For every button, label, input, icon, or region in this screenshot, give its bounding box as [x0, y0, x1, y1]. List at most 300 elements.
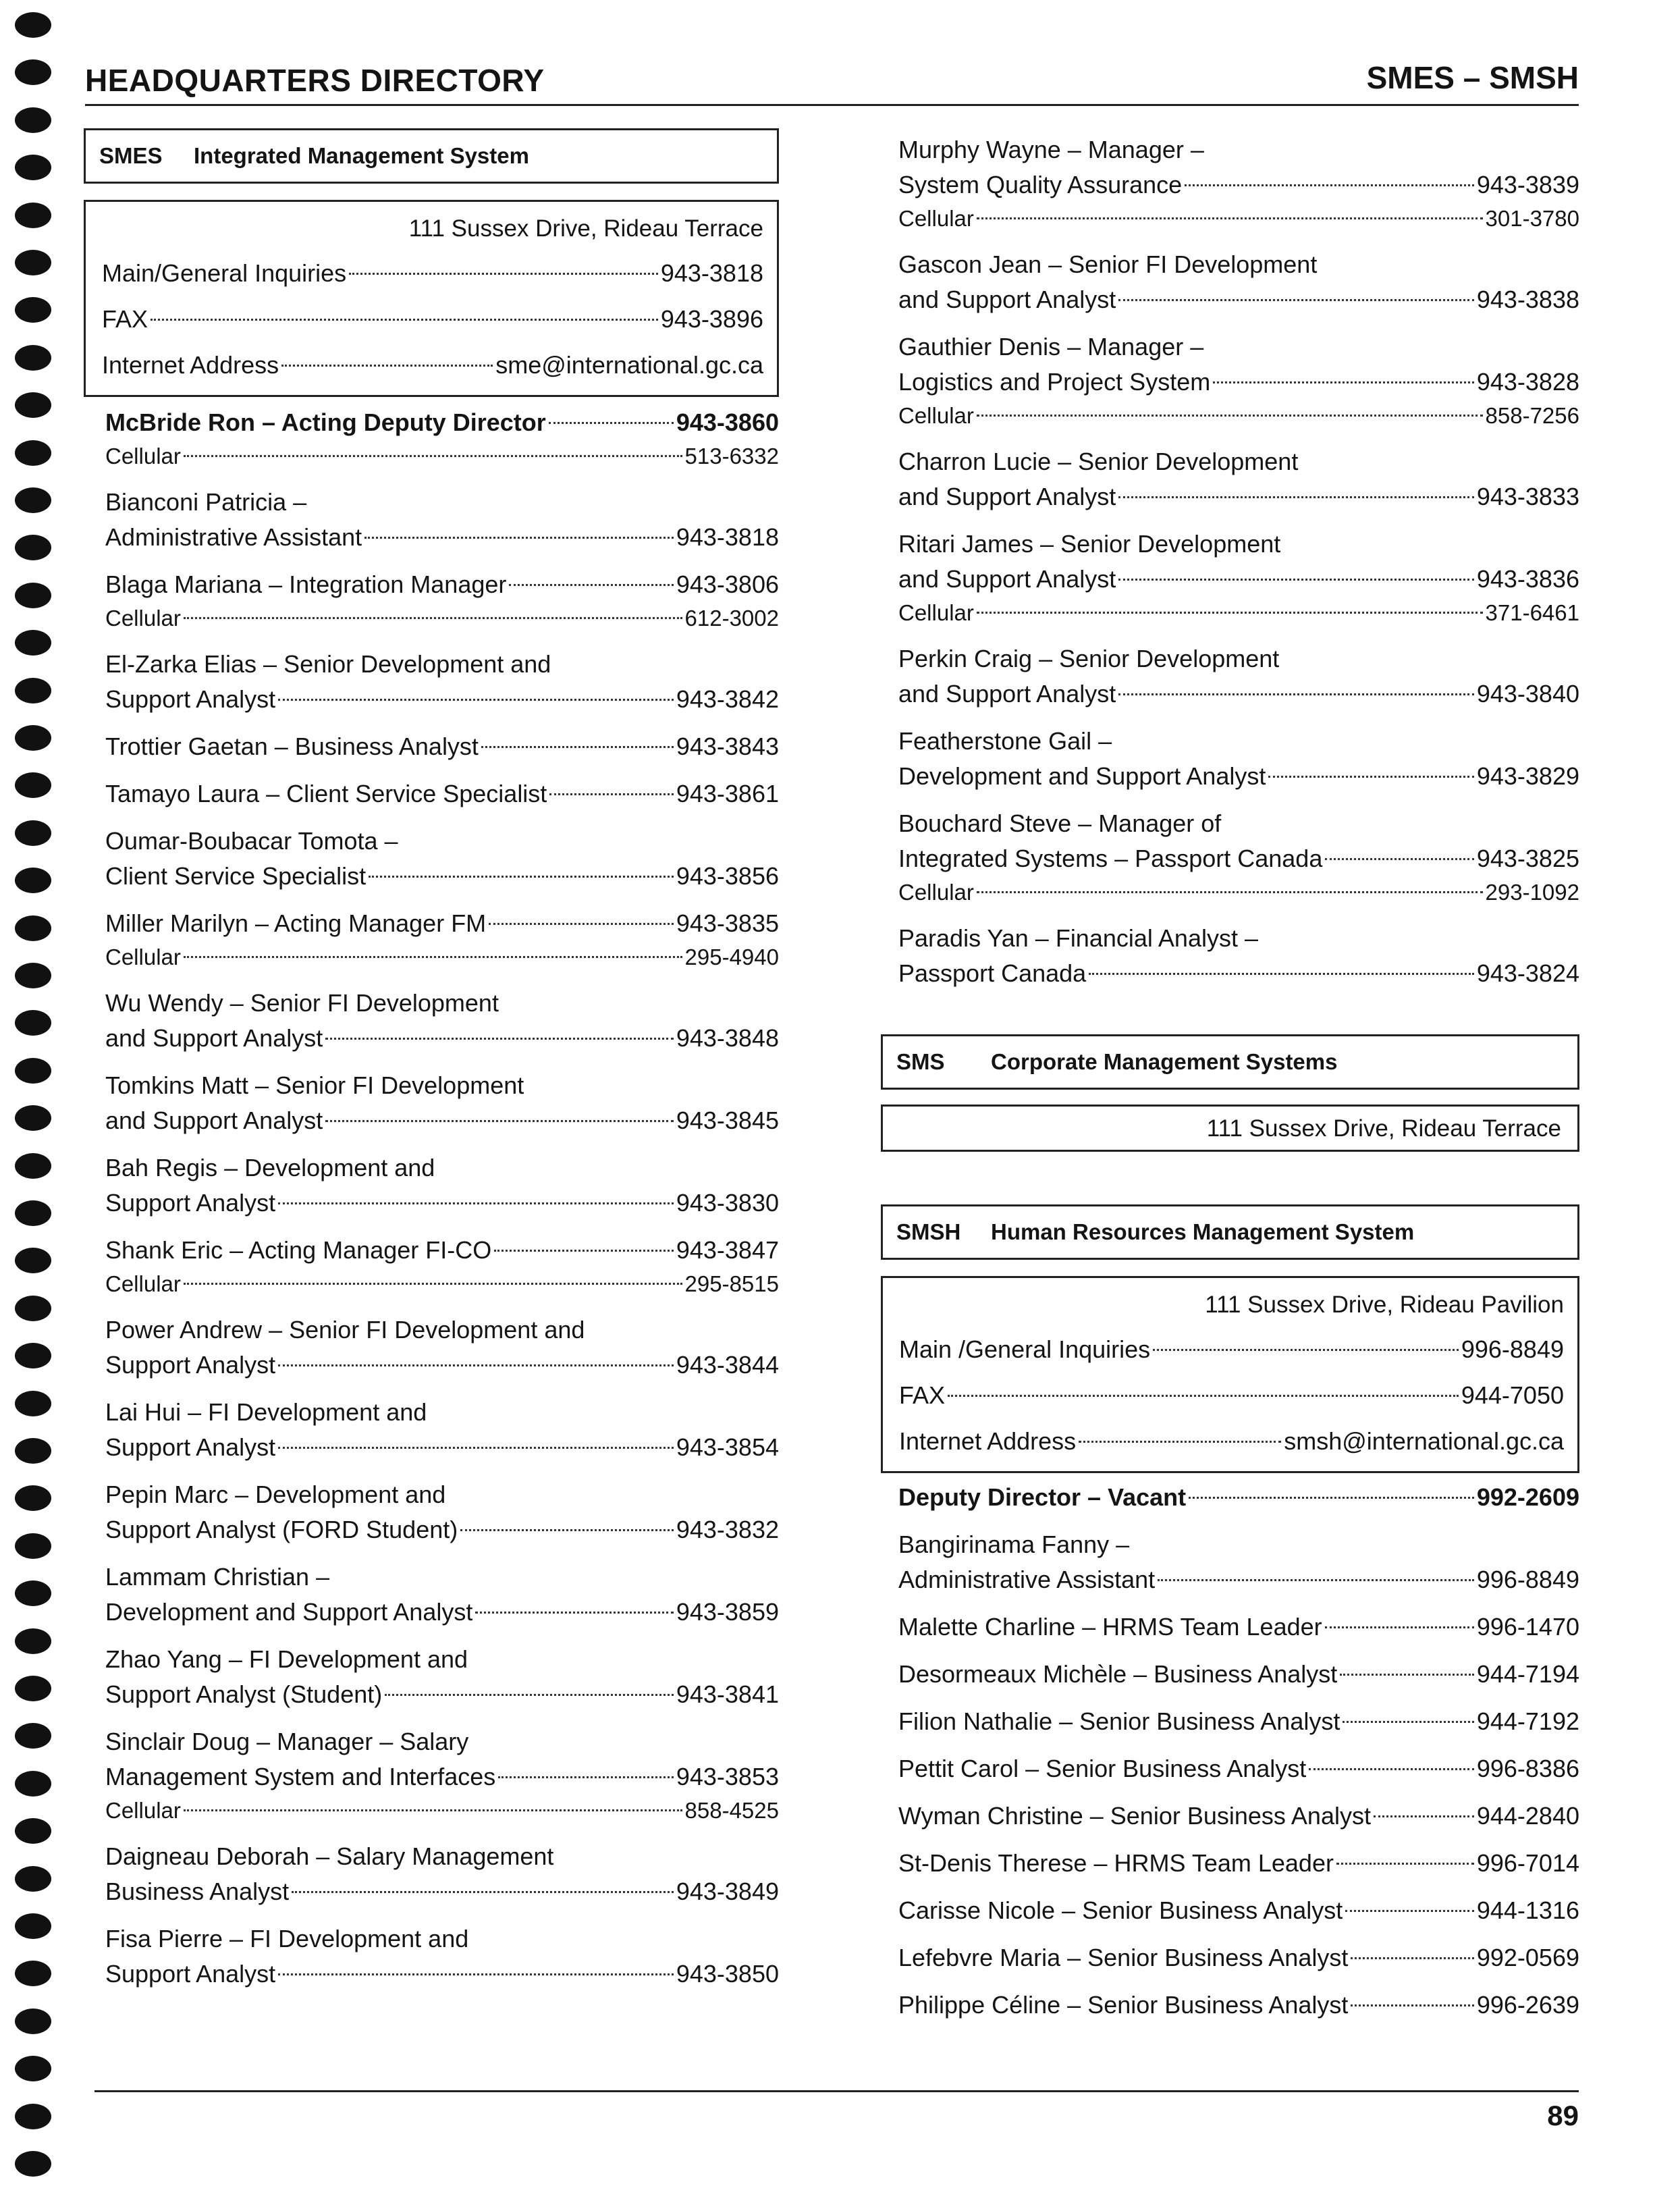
binder-hole-icon: [15, 1058, 51, 1084]
binder-hole-icon: [15, 440, 51, 466]
entry-phone: 943-3818: [676, 523, 779, 551]
directory-entry: [898, 1988, 1579, 2023]
section-code: SMSH: [896, 1219, 961, 1244]
entry-label: Miller Marilyn – Acting Manager FM: [105, 909, 487, 937]
page-header: [85, 53, 1579, 106]
entry-label: Pettit Carol – Senior Business Analyst: [898, 1755, 1307, 1782]
directory-entry: [898, 1799, 1579, 1834]
entry-row: [898, 562, 1579, 597]
info-row: [102, 342, 763, 388]
entry-phone: 858-7256: [1485, 403, 1579, 428]
directory-entry: [898, 444, 1579, 514]
entry-row: [898, 1940, 1579, 1975]
entry-label: Cellular: [898, 600, 974, 625]
info-row: [899, 1327, 1564, 1373]
entry-name-line: Bouchard Steve – Manager of: [898, 809, 1222, 837]
binder-hole-icon: [15, 203, 51, 228]
section-range: SMES – SMSH: [1366, 60, 1579, 95]
cellular-row: [105, 440, 779, 473]
dot-leader: [349, 273, 658, 275]
entry-phone: 943-3853: [676, 1763, 779, 1790]
dot-leader: [1118, 693, 1474, 695]
entry-row: [105, 1348, 779, 1383]
entry-label: Support Analyst (Student): [105, 1680, 383, 1708]
entry-row: [898, 841, 1579, 876]
binder-hole-icon: [15, 630, 51, 656]
entry-label: Management System and Interfaces: [105, 1763, 496, 1790]
entry-phone: 943-3835: [676, 909, 779, 937]
dot-leader: [364, 537, 674, 539]
entry-label: Cellular: [898, 206, 974, 231]
entry-label: Filion Nathalie – Senior Business Analyst: [898, 1707, 1340, 1735]
entry-row: [105, 729, 779, 764]
smsh-section-header: [881, 1204, 1579, 1260]
entry-phone: 943-3824: [1476, 959, 1579, 987]
directory-entry: [898, 1610, 1579, 1645]
dot-leader: [184, 617, 682, 619]
entry-phone: 943-3829: [1476, 762, 1579, 790]
binder-hole-icon: [15, 963, 51, 988]
smes-address: 111 Sussex Drive, Rideau Terrace: [408, 215, 763, 242]
entry-row: [898, 1480, 1579, 1515]
binder-hole-icon: [15, 1200, 51, 1226]
directory-entry: [105, 1395, 779, 1465]
directory-entry: [105, 824, 779, 894]
entry-phone: 996-7014: [1476, 1849, 1579, 1877]
entry-phone: 943-3856: [676, 862, 779, 890]
dot-leader: [278, 699, 674, 701]
entry-name-line: Bah Regis – Development and: [105, 1154, 435, 1181]
entry-label: Carisse Nicole – Senior Business Analyst: [898, 1896, 1343, 1924]
entry-row: [898, 282, 1579, 317]
binder-hole-icon: [15, 1485, 51, 1511]
entry-label: Support Analyst: [105, 1960, 276, 1988]
entry-row: [105, 1595, 779, 1630]
dot-leader: [498, 1776, 674, 1778]
entry-phone: 943-3839: [1476, 171, 1579, 198]
dot-leader: [1343, 1721, 1474, 1723]
section-title: Integrated Management System: [194, 143, 529, 168]
entry-row: [898, 1610, 1579, 1645]
entry-phone: 943-3818: [660, 259, 763, 287]
entry-label: Trottier Gaetan – Business Analyst: [105, 733, 479, 760]
directory-entry: [105, 986, 779, 1056]
entry-phone: 943-3825: [1476, 845, 1579, 872]
entry-phone: 943-3840: [1476, 680, 1579, 708]
dot-leader: [1079, 1441, 1281, 1443]
entry-phone: 943-3854: [676, 1433, 779, 1461]
dot-leader: [369, 876, 674, 878]
binder-hole-icon: [15, 1438, 51, 1464]
dot-leader: [325, 1120, 674, 1122]
entry-phone: 943-3843: [676, 733, 779, 760]
binder-hole-icon: [15, 2056, 51, 2081]
entry-label: Administrative Assistant: [898, 1566, 1156, 1593]
entry-row: [105, 1957, 779, 1992]
entry-label: Lefebvre Maria – Senior Business Analyst: [898, 1944, 1349, 1971]
entry-label: Cellular: [105, 606, 181, 631]
entry-row: [105, 1677, 779, 1712]
binder-hole-icon: [15, 1391, 51, 1416]
section-code: SMS: [896, 1049, 945, 1074]
dot-leader: [184, 1809, 682, 1811]
entry-label: Client Service Specialist: [105, 862, 367, 890]
entry-name-line: Bangirinama Fanny –: [898, 1531, 1130, 1558]
entry-phone: 943-3859: [676, 1598, 779, 1626]
binder-hole-icon: [15, 820, 51, 846]
dot-leader: [977, 217, 1483, 219]
binder-hole-icon: [15, 12, 51, 38]
entry-row: [105, 682, 779, 717]
entry-label: Logistics and Project System: [898, 368, 1211, 396]
entry-label: Support Analyst: [105, 1189, 276, 1217]
entry-phone: 943-3896: [660, 305, 763, 333]
entry-row: [105, 567, 779, 602]
binder-hole-icon: [15, 1676, 51, 1701]
entry-row: [105, 1512, 779, 1547]
entry-label: Desormeaux Michèle – Business Analyst: [898, 1660, 1338, 1688]
entry-phone: 943-3845: [676, 1107, 779, 1134]
entry-name-line: Tomkins Matt – Senior FI Development: [105, 1071, 524, 1099]
right-column: [881, 128, 1579, 2035]
dot-leader: [549, 793, 674, 795]
entry-row: [898, 1657, 1579, 1692]
dot-leader: [948, 1395, 1459, 1397]
entry-name-line: Sinclair Doug – Manager – Salary: [105, 1728, 469, 1755]
entry-row: [898, 676, 1579, 712]
dot-leader: [1268, 776, 1474, 778]
entry-name-line: Paradis Yan – Financial Analyst –: [898, 924, 1258, 952]
smes-info-list: [102, 250, 763, 388]
entry-phone: 943-3828: [1476, 368, 1579, 396]
binder-hole-icon: [15, 1771, 51, 1797]
entry-phone: 943-3848: [676, 1024, 779, 1052]
dot-leader: [1351, 2004, 1473, 2006]
dot-leader: [385, 1694, 674, 1696]
entry-name-line: Oumar-Boubacar Tomota –: [105, 827, 398, 855]
entry-phone: 996-1470: [1476, 1613, 1579, 1641]
directory-entry: [898, 1751, 1579, 1786]
binder-hole-icon: [15, 915, 51, 941]
entry-label: and Support Analyst: [898, 565, 1116, 593]
entry-row: [898, 365, 1579, 400]
entry-name-line: Featherstone Gail –: [898, 727, 1112, 755]
section-title: Human Resources Management System: [991, 1219, 1415, 1244]
cellular-row: [898, 203, 1579, 235]
dot-leader: [184, 1283, 682, 1285]
entry-row: [898, 1893, 1579, 1928]
dot-leader: [1309, 1768, 1474, 1770]
entry-row: [105, 906, 779, 941]
binder-hole-icon: [15, 1580, 51, 1606]
entry-row: [105, 1233, 779, 1268]
entry-phone: 943-3842: [676, 685, 779, 713]
binder-hole-icon: [15, 1533, 51, 1559]
binder-hole-icon: [15, 1818, 51, 1844]
binder-hole-icon: [15, 1628, 51, 1654]
entry-row: [898, 1751, 1579, 1786]
binder-hole-icon: [15, 725, 51, 751]
entry-phone: 943-3844: [676, 1351, 779, 1379]
dot-leader: [1185, 184, 1474, 186]
entry-row: [898, 956, 1579, 991]
binder-hole-icon: [15, 1010, 51, 1036]
entry-name-line: Zhao Yang – FI Development and: [105, 1645, 468, 1673]
entry-label: and Support Analyst: [898, 680, 1116, 708]
entry-label: Deputy Director – Vacant: [898, 1483, 1187, 1511]
entry-label: Support Analyst: [105, 685, 276, 713]
entry-label: Support Analyst: [105, 1351, 276, 1379]
binder-hole-icon: [15, 59, 51, 85]
directory-entry: [898, 806, 1579, 909]
entry-phone: 858-4525: [684, 1798, 779, 1823]
binder-hole-icon: [15, 2104, 51, 2129]
smsh-info-list: [899, 1327, 1564, 1464]
entry-phone: 992-0569: [1476, 1944, 1579, 1971]
entry-row: [105, 1186, 779, 1221]
section-title: Corporate Management Systems: [991, 1049, 1338, 1074]
directory-entry: [898, 1846, 1579, 1881]
dot-leader: [1118, 579, 1474, 581]
entry-name-line: Wu Wendy – Senior FI Development: [105, 989, 499, 1017]
entry-label: and Support Analyst: [105, 1024, 323, 1052]
dot-leader: [278, 1973, 674, 1975]
directory-entry: [898, 329, 1579, 432]
entry-label: Shank Eric – Acting Manager FI-CO: [105, 1236, 492, 1264]
binder-holes: [0, 12, 54, 2207]
entry-phone: 944-7050: [1461, 1381, 1564, 1409]
directory-entry: [105, 776, 779, 812]
dot-leader: [1089, 973, 1474, 975]
entry-label: and Support Analyst: [105, 1107, 323, 1134]
entry-label: Support Analyst: [105, 1433, 276, 1461]
dot-leader: [184, 956, 682, 958]
cellular-row: [105, 1794, 779, 1827]
dot-leader: [325, 1038, 674, 1040]
entry-row: [105, 1103, 779, 1138]
entry-phone: 943-3841: [676, 1680, 779, 1708]
dot-leader: [1189, 1497, 1474, 1499]
entry-row: [898, 1799, 1579, 1834]
dot-leader: [1153, 1349, 1459, 1351]
binder-hole-icon: [15, 1913, 51, 1939]
entry-phone: 944-7194: [1476, 1660, 1579, 1688]
entry-row: [898, 1988, 1579, 2023]
directory-entry: [898, 1480, 1579, 1515]
binder-hole-icon: [15, 868, 51, 893]
dot-leader: [475, 1612, 674, 1614]
dot-leader: [151, 319, 658, 321]
entry-phone: 943-3850: [676, 1960, 779, 1988]
dot-leader: [977, 891, 1483, 893]
entry-phone: 996-2639: [1476, 1991, 1579, 2019]
dot-leader: [278, 1364, 674, 1366]
directory-entry: [898, 724, 1579, 794]
entry-phone: 996-8849: [1461, 1335, 1564, 1363]
entry-row: [898, 1562, 1579, 1597]
entry-row: [898, 1704, 1579, 1739]
directory-entry: [105, 906, 779, 974]
cellular-row: [105, 1268, 779, 1300]
info-row: [899, 1373, 1564, 1418]
entry-phone: 944-2840: [1476, 1802, 1579, 1830]
directory-entry: [105, 405, 779, 473]
entry-phone: 293-1092: [1485, 880, 1579, 905]
binder-hole-icon: [15, 772, 51, 798]
entry-label: McBride Ron – Acting Deputy Director: [105, 408, 546, 436]
dot-leader: [977, 612, 1483, 614]
entry-label: Cellular: [105, 444, 181, 469]
directory-entry: [105, 1312, 779, 1383]
entry-row: [105, 1021, 779, 1056]
directory-entry: [898, 641, 1579, 712]
directory-entry: [105, 1921, 779, 1992]
binder-hole-icon: [15, 1153, 51, 1179]
entry-phone: 996-8386: [1476, 1755, 1579, 1782]
dot-leader: [281, 365, 493, 367]
entry-phone: 944-1316: [1476, 1896, 1579, 1924]
dot-leader: [489, 923, 674, 925]
directory-entry: [898, 247, 1579, 317]
binder-hole-icon: [15, 583, 51, 608]
directory-entry: [105, 1724, 779, 1827]
entry-label: Philippe Céline – Senior Business Analyst: [898, 1991, 1349, 2019]
entry-label: Malette Charline – HRMS Team Leader: [898, 1613, 1322, 1641]
directory-title: HEADQUARTERS DIRECTORY: [85, 63, 545, 98]
entry-phone: sme@international.gc.ca: [495, 351, 763, 379]
dot-leader: [1325, 1626, 1474, 1628]
dot-leader: [549, 422, 674, 424]
entry-phone: 996-8849: [1476, 1566, 1579, 1593]
directory-entry: [105, 485, 779, 555]
dot-leader: [481, 746, 674, 748]
dot-leader: [494, 1250, 674, 1252]
binder-hole-icon: [15, 1723, 51, 1749]
cellular-row: [898, 597, 1579, 629]
directory-entry: [105, 647, 779, 717]
entry-name-line: Fisa Pierre – FI Development and: [105, 1925, 469, 1952]
entry-phone: 943-3832: [676, 1516, 779, 1543]
entry-name-line: Ritari James – Senior Development: [898, 530, 1281, 558]
binder-hole-icon: [15, 678, 51, 703]
directory-entry: [898, 132, 1579, 235]
entry-row: [105, 859, 779, 894]
binder-hole-icon: [15, 297, 51, 323]
entry-label: Administrative Assistant: [105, 523, 362, 551]
entry-row: [105, 1759, 779, 1794]
entry-label: Cellular: [105, 1798, 181, 1823]
smsh-entries: [881, 1480, 1579, 2023]
smsh-address: 111 Sussex Drive, Rideau Pavilion: [1205, 1292, 1564, 1318]
dot-leader: [1340, 1674, 1474, 1676]
entry-phone: 943-3830: [676, 1189, 779, 1217]
binder-hole-icon: [15, 1343, 51, 1368]
binder-hole-icon: [15, 2009, 51, 2034]
entry-label: Cellular: [898, 880, 974, 905]
dot-leader: [1336, 1863, 1474, 1865]
directory-entry: [105, 1068, 779, 1138]
dot-leader: [184, 455, 682, 457]
cellular-row: [105, 602, 779, 635]
dot-leader: [1345, 1910, 1474, 1912]
binder-hole-icon: [15, 1105, 51, 1131]
entry-name-line: Bianconi Patricia –: [105, 488, 307, 516]
entry-phone: 612-3002: [684, 606, 779, 631]
binder-hole-icon: [15, 535, 51, 560]
entry-label: Main /General Inquiries: [899, 1335, 1151, 1363]
entry-phone: 301-3780: [1485, 206, 1579, 231]
directory-entry: [105, 1839, 779, 1909]
entry-phone: 943-3860: [676, 408, 779, 436]
dot-leader: [1213, 381, 1474, 383]
entry-label: Blaga Mariana – Integration Manager: [105, 570, 507, 598]
entry-phone: 944-7192: [1476, 1707, 1579, 1735]
directory-entry: [105, 1233, 779, 1300]
entry-label: Development and Support Analyst: [898, 762, 1266, 790]
entry-phone: 295-4940: [684, 945, 779, 969]
entry-label: Integrated Systems – Passport Canada: [898, 845, 1323, 872]
dot-leader: [278, 1447, 674, 1449]
entry-label: and Support Analyst: [898, 286, 1116, 313]
entry-phone: smsh@international.gc.ca: [1284, 1427, 1564, 1455]
entry-label: Business Analyst: [105, 1878, 290, 1905]
entry-label: System Quality Assurance: [898, 171, 1183, 198]
entry-label: Internet Address: [899, 1427, 1077, 1455]
dot-leader: [1118, 299, 1474, 301]
entry-phone: 513-6332: [684, 444, 779, 469]
directory-entry: [105, 1477, 779, 1547]
entry-label: FAX: [899, 1381, 946, 1409]
entry-name-line: Murphy Wayne – Manager –: [898, 136, 1204, 163]
entry-phone: 943-3861: [676, 780, 779, 807]
dot-leader: [278, 1202, 674, 1204]
smes-entries: [84, 405, 779, 1992]
entry-label: Passport Canada: [898, 959, 1087, 987]
binder-hole-icon: [15, 2151, 51, 2177]
smes-section-header: [84, 128, 779, 184]
binder-hole-icon: [15, 155, 51, 180]
directory-entry: [898, 1527, 1579, 1597]
directory-entry: [898, 1704, 1579, 1739]
entry-row: [898, 1846, 1579, 1881]
directory-entry: [898, 1657, 1579, 1692]
info-row: [899, 1418, 1564, 1464]
directory-entry: [898, 1893, 1579, 1928]
dot-leader: [1351, 1957, 1474, 1959]
info-row: [102, 250, 763, 296]
entry-label: FAX: [102, 305, 148, 333]
section-code: SMES: [99, 143, 163, 168]
footer-rule: [94, 2090, 1579, 2092]
binder-hole-icon: [15, 1866, 51, 1892]
entry-label: Wyman Christine – Senior Business Analyst: [898, 1802, 1371, 1830]
entry-phone: 943-3836: [1476, 565, 1579, 593]
entry-phone: 943-3838: [1476, 286, 1579, 313]
entry-label: St-Denis Therese – HRMS Team Leader: [898, 1849, 1334, 1877]
entry-row: [898, 479, 1579, 514]
binder-hole-icon: [15, 1961, 51, 1986]
entry-name-line: Gascon Jean – Senior FI Development: [898, 250, 1318, 278]
entry-name-line: Lammam Christian –: [105, 1563, 330, 1591]
entry-label: Main/General Inquiries: [102, 259, 347, 287]
entry-label: Internet Address: [102, 351, 279, 379]
entry-name-line: El-Zarka Elias – Senior Development and: [105, 650, 551, 678]
smsh-info-box: [881, 1276, 1579, 1473]
directory-entry: [105, 1560, 779, 1630]
directory-entry: [105, 1150, 779, 1221]
binder-hole-icon: [15, 1248, 51, 1273]
entry-row: [105, 405, 779, 440]
